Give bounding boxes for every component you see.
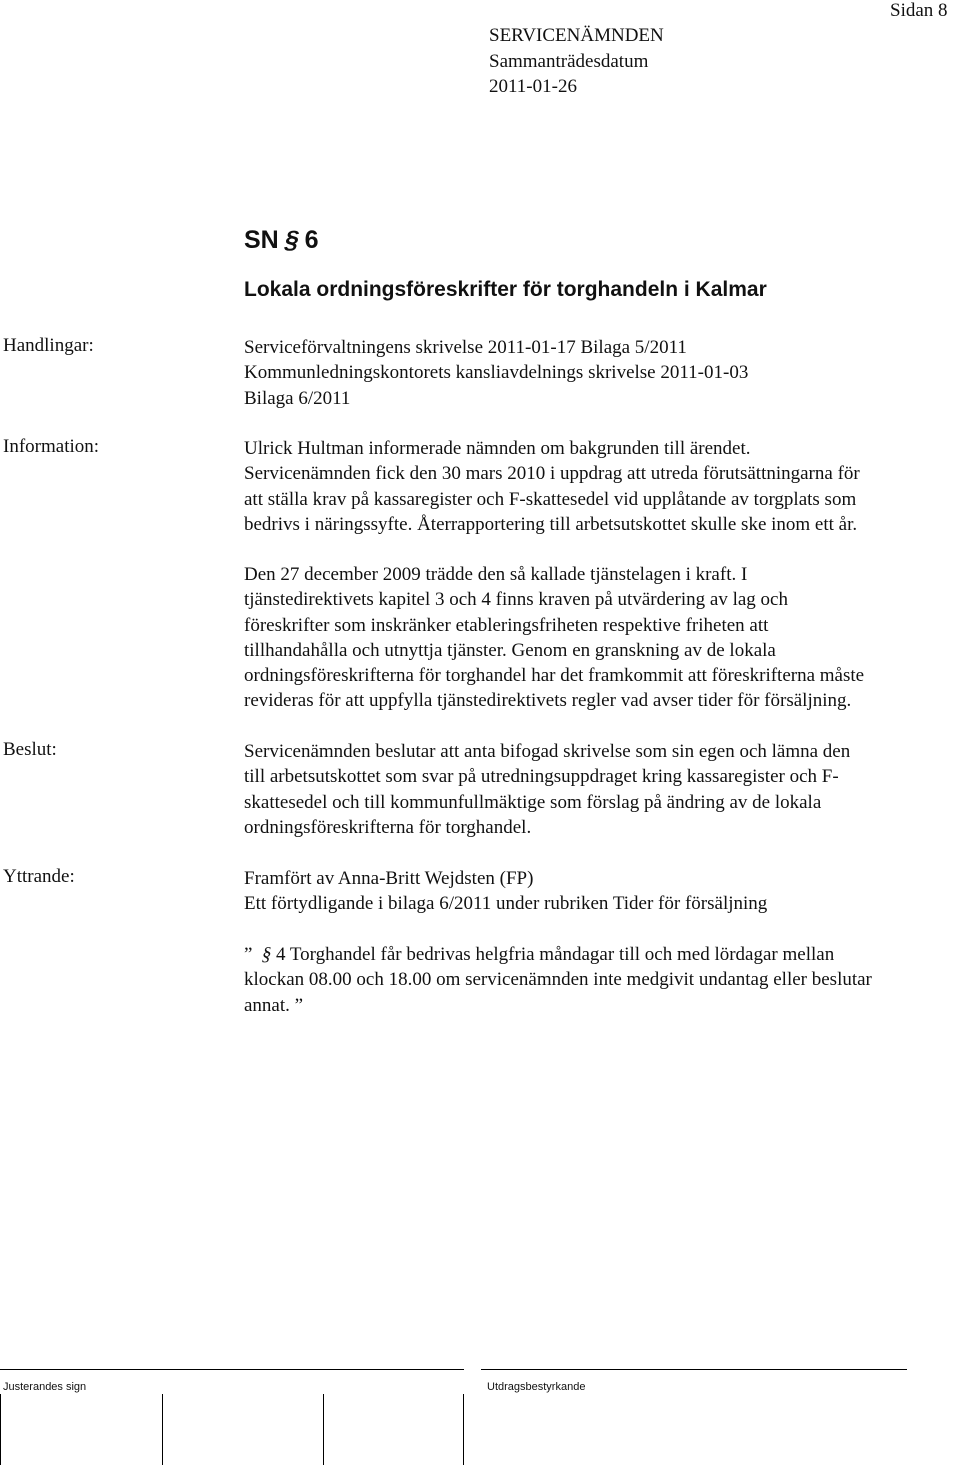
information-label: Information: — [3, 436, 100, 457]
signature-box-divider — [0, 1394, 1, 1465]
text-line: Servicenämnden fick den 30 mars 2010 i uppdrag att utreda förutsättningarna för — [244, 463, 860, 485]
text-line: Framfört av Anna-Britt Wejdsten (FP) — [244, 868, 534, 889]
close-quote-mark: ” — [289, 994, 304, 1016]
footer-rule-left — [0, 1369, 464, 1370]
footer-extract-label: Utdragsbestyrkande — [487, 1381, 586, 1393]
committee-name: SERVICENÄMNDEN — [489, 25, 664, 46]
yttrande-text — [244, 866, 960, 917]
case-title: Lokala ordningsföreskrifter för torghandeln i Kalmar — [244, 278, 767, 301]
text-line: tillhandahålla och utnyttja tjänster. Genom en granskning av de lokala — [244, 639, 776, 661]
beslut-text — [244, 739, 960, 840]
text-line: Kommunledningskontorets kansliavdelnings skrivelse 2011-01-03 — [244, 362, 749, 384]
text-line: Servicenämnden beslutar att anta bifogad skrivelse som sin egen och lämna den — [244, 741, 851, 762]
case-number-prefix: SN — [244, 226, 279, 254]
quote-text: 4 Torghandel får bedrivas helgfria måndagar till och med lördagar mellan — [275, 944, 835, 965]
signature-box-divider — [162, 1394, 163, 1465]
text-line: revideras för att uppfylla tjänstedirektivets regler vad avser tider för försäljning. — [244, 690, 852, 712]
section-sign-icon: § — [260, 944, 275, 965]
text-line: Bilaga 6/2011 — [244, 387, 351, 409]
meeting-date: 2011-01-26 — [489, 76, 577, 97]
footer-rule-right — [481, 1369, 907, 1370]
text-line: föreskrifter som inskränker etableringsfriheten respektive friheten att — [244, 614, 769, 636]
text-line: Ett förtydligande i bilaga 6/2011 under rubriken Tider för försäljning — [244, 893, 768, 915]
page-number: Sidan 8 — [890, 0, 948, 21]
open-quote-mark: ” — [244, 944, 253, 965]
text-line: ordningsföreskrifterna för torghandel. — [244, 816, 532, 838]
case-number — [244, 226, 319, 255]
handlingar-text — [244, 335, 960, 411]
beslut-label: Beslut: — [3, 739, 57, 760]
information-text-paragraph-2 — [244, 562, 960, 714]
case-number-value: 6 — [304, 226, 319, 254]
quote-line — [244, 993, 960, 1018]
text-line: bedrivs i näringssyfte. Återrapportering till arbetsutskottet skulle ske inom ett år. — [244, 513, 858, 535]
signature-box-divider — [323, 1394, 324, 1465]
text-line: ordningsföreskrifterna för torghandel har det framkommit att föreskrifterna måste — [244, 665, 865, 687]
quote-text: annat. — [244, 994, 290, 1016]
footer-sign-label: Justerandes sign — [3, 1381, 87, 1393]
signature-box-divider — [463, 1394, 464, 1465]
text-line: Den 27 december 2009 trädde den så kallade tjänstelagen i kraft. I — [244, 564, 748, 585]
meeting-date-label: Sammanträdesdatum — [489, 51, 649, 72]
handlingar-label: Handlingar: — [3, 335, 94, 356]
yttrande-quote — [244, 942, 960, 1018]
text-line: Serviceförvaltningens skrivelse 2011-01-17 Bilaga 5/2011 — [244, 337, 687, 358]
yttrande-label: Yttrande: — [3, 866, 75, 887]
text-line: skattesedel och till kommunfullmäktige som förslag på ändring av de lokala — [244, 791, 822, 813]
text-line: att ställa krav på kassaregister och F-skattesedel vid upplåtande av torgplats som — [244, 488, 857, 510]
information-text — [244, 436, 960, 537]
quote-line — [244, 942, 960, 967]
text-line: till arbetsutskottet som svar på utredningsuppdraget kring kassaregister och F- — [244, 766, 839, 788]
quote-line: klockan 08.00 och 18.00 om servicenämnden inte medgivit undantag eller beslutar — [244, 969, 872, 991]
text-line: tjänstedirektivets kapitel 3 och 4 finns kraven på utvärdering av lag och — [244, 589, 788, 611]
text-line: Ulrick Hultman informerade nämnden om bakgrunden till ärendet. — [244, 438, 751, 459]
section-sign-icon: § — [281, 226, 302, 254]
